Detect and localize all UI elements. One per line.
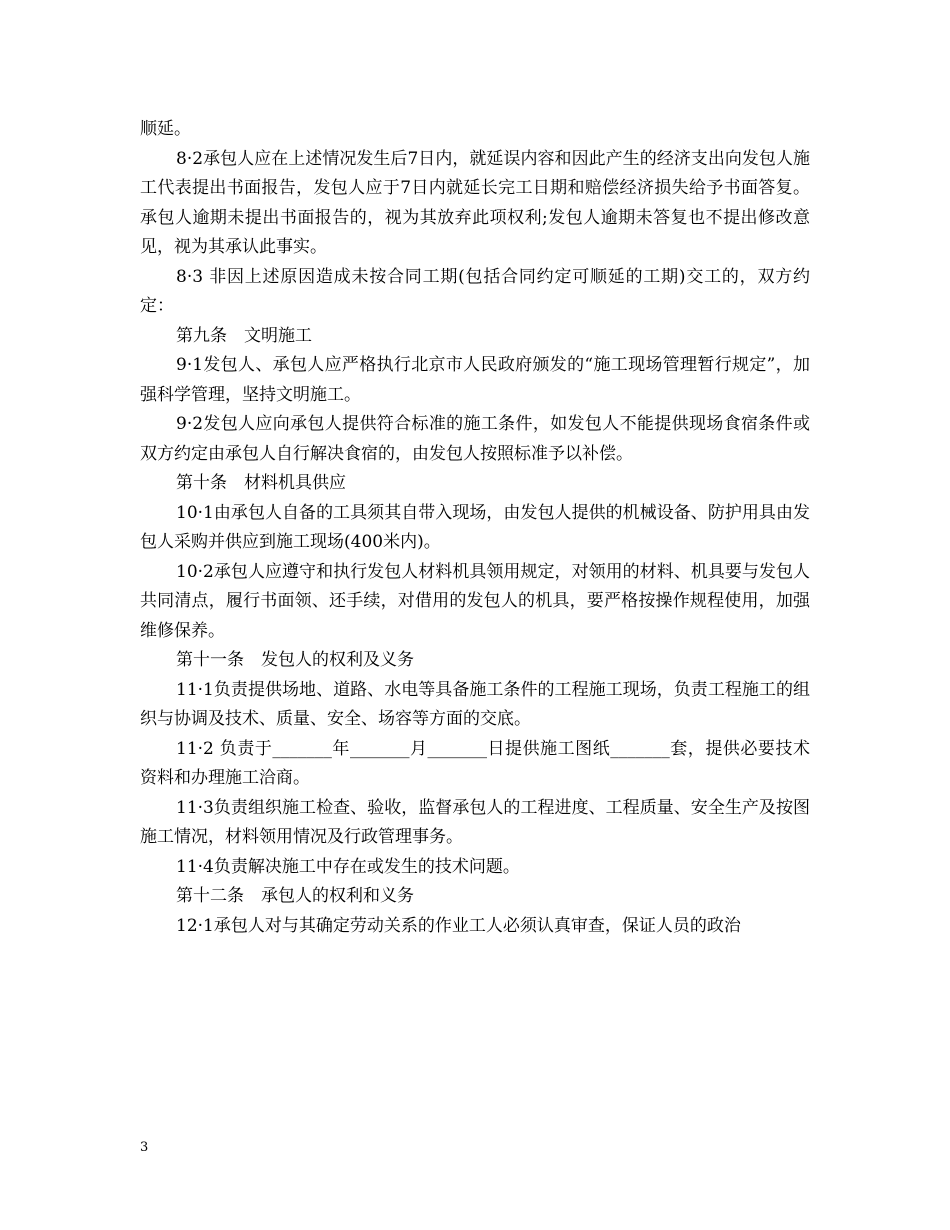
paragraph: 8·2承包人应在上述情况发生后7日内，就延误内容和因此产生的经济支出向发包人施工代表提出书面报告，发包人应于7日内就延长完工日期和赔偿经济损失给予书面答复。承包人逾期未提出书面报告的，视为其放弃此项权利;发包人逾期未答复也不提出修改意见，视为其承认此事实。 (140, 148, 810, 257)
paragraph: 12·1承包人对与其确定劳动关系的作业工人必须认真审查，保证人员的政治 (176, 915, 741, 936)
paragraph: 11·1负责提供场地、道路、水电等具备施工条件的工程施工现场，负责工程施工的组织与协调及技术、质量、安全、场容等方面的交底。 (140, 679, 810, 729)
document-body (140, 115, 810, 941)
paragraph: 9·2发包人应向承包人提供符合标准的施工条件，如发包人不能提供现场食宿条件或双方约定由承包人自行解决食宿的，由发包人按照标准予以补偿。 (140, 414, 810, 464)
paragraph: 11·3负责组织施工检查、验收，监督承包人的工程进度、工程质量、安全生产及按图施工情况，材料领用情况及行政管理事务。 (140, 797, 810, 847)
paragraph: 10·1由承包人自备的工具须其自带入现场，由发包人提供的机械设备、防护用具由发包人采购并供应到施工现场(400米内)。 (140, 502, 810, 552)
paragraph: 10·2承包人应遵守和执行发包人材料机具领用规定，对领用的材料、机具要与发包人共同清点，履行书面领、还手续，对借用的发包人的机具，要严格按操作规程使用，加强维修保养。 (140, 561, 810, 641)
paragraph: 9·1发包人、承包人应严格执行北京市人民政府颁发的“施工现场管理暂行规定”，加强科学管理，坚持文明施工。 (140, 355, 810, 405)
page-number: 3 (140, 1140, 149, 1155)
paragraph: 11·2 负责于_______年_______月_______日提供施工图纸_______套，提供必要技术资料和办理施工洽商。 (140, 738, 810, 788)
section-heading: 第十一条 发包人的权利及义务 (176, 650, 414, 670)
paragraph: 8·3 非因上述原因造成未按合同工期(包括合同约定可顺延的工期)交工的，双方约定： (140, 266, 810, 316)
paragraph: 11·4负责解决施工中存在或发生的技术问题。 (176, 856, 520, 877)
section-heading: 第十条 材料机具供应 (176, 473, 346, 493)
section-heading: 第十二条 承包人的权利和义务 (176, 886, 414, 906)
section-heading: 第九条 文明施工 (176, 325, 312, 346)
paragraph: 顺延。 (140, 119, 191, 139)
